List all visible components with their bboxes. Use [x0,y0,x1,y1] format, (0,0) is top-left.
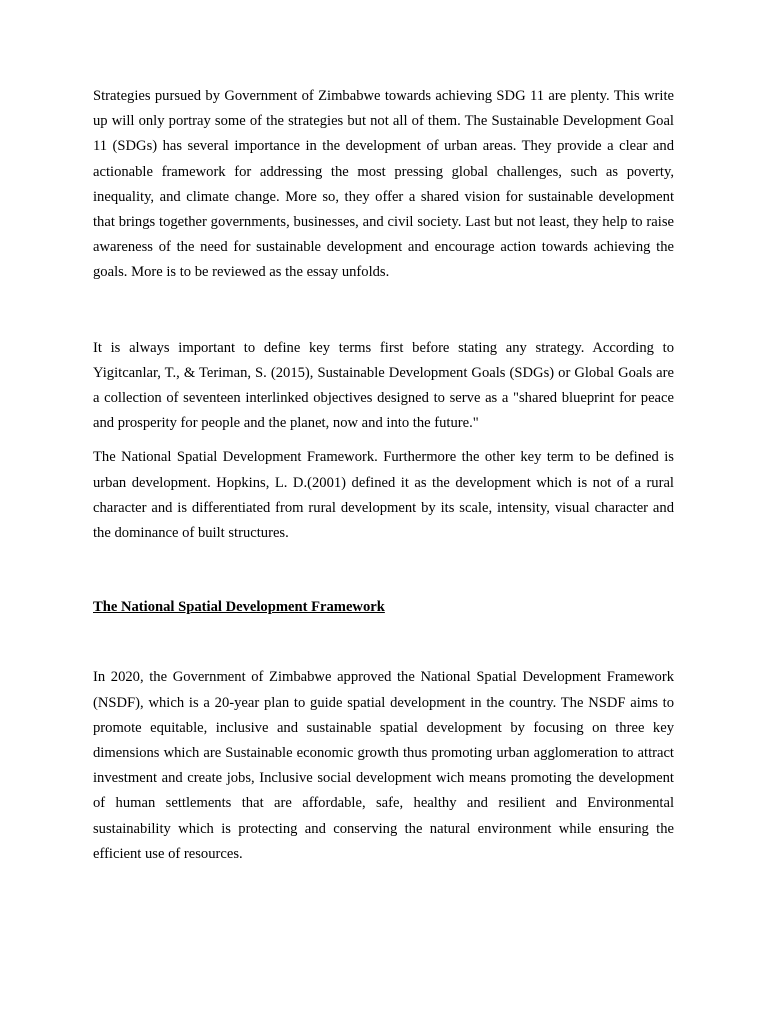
nsdf-paragraph: In 2020, the Government of Zimbabwe approved the National Spatial Development Framework (NSDF), which is a 20-year plan to guide spatial development in the country. The NSDF aims to promote equitable, inclusive and sustainable spatial development by focusing on three key dimensions which are Sustainable economic growth thus promoting urban agglomeration to attract investment and create jobs, Inclusive social development wich means promoting the development of human settlements that are affordable, safe, healthy and resilient and Environmental sustainability which is protecting and conserving the natural environment while ensuring the efficient use of resources. [93,669,674,862]
definition-paragraph-sdgs: It is always important to define key terms first before stating any strategy. According to Yigitcanlar, T., & Teriman, S. (2015), Sustainable Development Goals (SDGs) or Global Goals are a collection of seventeen interlinked objectives designed to serve as a "shared blueprint for peace and prosperity for people and the planet, now and into the future." [93,339,674,432]
definition-paragraph-urban-development: The National Spatial Development Framework. Furthermore the other key term to be defined is urban development. Hopkins, L. D.(2001) defined it as the development which is not of a rural character and is differentiated from rural development by its scale, intensity, visual character and the dominance of built structures. [93,449,674,542]
section-heading: The National Spatial Development Framework [93,599,385,616]
document-body [93,84,674,867]
intro-paragraph: Strategies pursued by Government of Zimbabwe towards achieving SDG 11 are plenty. This write up will only portray some of the strategies but not all of them. The Sustainable Development Goal 11 (SDGs) has several importance in the development of urban areas. They provide a clear and actionable framework for addressing the most pressing global challenges, such as poverty, inequality, and climate change. More so, they offer a shared vision for sustainable development that brings together governments, businesses, and civil society. Last but not least, they help to raise awareness of the need for sustainable development and encourage action towards achieving the goals. More is to be reviewed as the essay unfolds. [93,88,674,281]
